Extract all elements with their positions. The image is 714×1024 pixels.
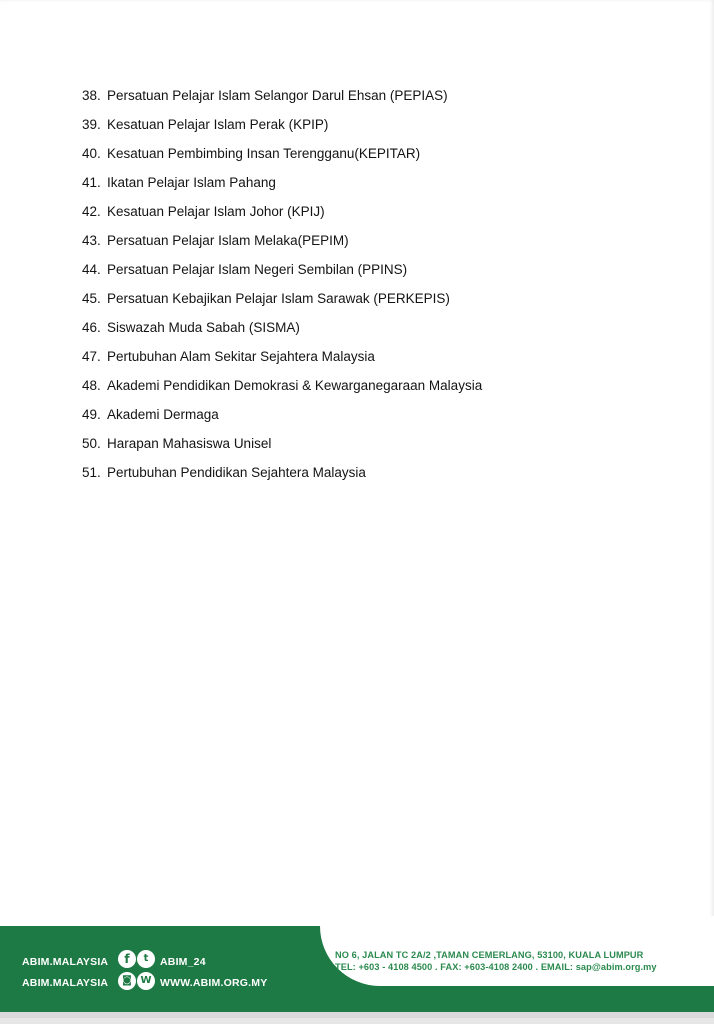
facebook-icon[interactable]: f <box>118 950 136 968</box>
list-item <box>82 345 482 374</box>
instagram-icon[interactable]: ◙ <box>118 972 136 990</box>
item-text: Kesatuan Pelajar Islam Johor (KPIJ) <box>107 204 325 219</box>
item-text: Kesatuan Pembimbing Insan Terengganu(KEPITAR) <box>107 146 421 161</box>
item-text: Akademi Dermaga <box>107 407 219 422</box>
item-number: 51. <box>82 465 101 480</box>
item-text: Persatuan Pelajar Islam Selangor Darul Ehsan (PEPIAS) <box>107 88 448 103</box>
organization-list <box>82 84 482 490</box>
item-text: Persatuan Pelajar Islam Melaka(PEPIM) <box>107 233 349 248</box>
instagram-handle[interactable]: ABIM.MALAYSIA <box>22 977 109 989</box>
item-text: Pertubuhan Pendidikan Sejahtera Malaysia <box>107 465 366 480</box>
facebook-twitter-icons <box>118 950 155 968</box>
facebook-handle[interactable]: ABIM.MALAYSIA <box>22 956 109 968</box>
twitter-icon[interactable]: t <box>137 950 155 968</box>
list-item <box>82 84 482 113</box>
instagram-web-icons <box>118 972 155 990</box>
letterhead-footer <box>0 926 714 1018</box>
item-text: Ikatan Pelajar Islam Pahang <box>107 175 276 190</box>
item-text: Siswazah Muda Sabah (SISMA) <box>107 320 300 335</box>
item-text: Akademi Pendidikan Demokrasi & Kewarganegaraan Malaysia <box>107 378 483 393</box>
item-number: 43. <box>82 233 101 248</box>
item-number: 39. <box>82 117 101 132</box>
website-link[interactable]: WWW.ABIM.ORG.MY <box>160 977 268 989</box>
item-number: 41. <box>82 175 101 190</box>
page-bottom-edge <box>0 1018 714 1024</box>
list-item <box>82 200 482 229</box>
item-number: 42. <box>82 204 101 219</box>
list-item <box>82 113 482 142</box>
item-number: 48. <box>82 378 101 393</box>
item-number: 49. <box>82 407 101 422</box>
item-number: 46. <box>82 320 101 335</box>
item-text: Harapan Mahasiswa Unisel <box>107 436 272 451</box>
item-number: 50. <box>82 436 101 451</box>
list-item <box>82 171 482 200</box>
list-item <box>82 461 482 490</box>
list-item <box>82 258 482 287</box>
list-item <box>82 142 482 171</box>
item-text: Pertubuhan Alam Sekitar Sejahtera Malaysia <box>107 349 375 364</box>
item-text: Persatuan Kebajikan Pelajar Islam Sarawak (PERKEPIS) <box>107 291 450 306</box>
list-item <box>82 229 482 258</box>
item-number: 47. <box>82 349 101 364</box>
list-item <box>82 403 482 432</box>
item-text: Kesatuan Pelajar Islam Perak (KPIP) <box>107 117 329 132</box>
contact-line: TEL: +603 - 4108 4500 . FAX: +603-4108 2400 . EMAIL: sap@abim.org.my <box>335 962 657 972</box>
web-icon[interactable]: W <box>137 972 155 990</box>
list-item <box>82 432 482 461</box>
item-number: 40. <box>82 146 101 161</box>
item-number: 44. <box>82 262 101 277</box>
item-number: 45. <box>82 291 101 306</box>
list-item <box>82 374 482 403</box>
item-text: Persatuan Pelajar Islam Negeri Sembilan (PPINS) <box>107 262 408 277</box>
address-line: NO 6, JALAN TC 2A/2 ,TAMAN CEMERLANG, 53100, KUALA LUMPUR <box>335 950 644 960</box>
list-item <box>82 287 482 316</box>
twitter-handle[interactable]: ABIM_24 <box>160 956 206 968</box>
item-number: 38. <box>82 88 101 103</box>
list-item <box>82 316 482 345</box>
